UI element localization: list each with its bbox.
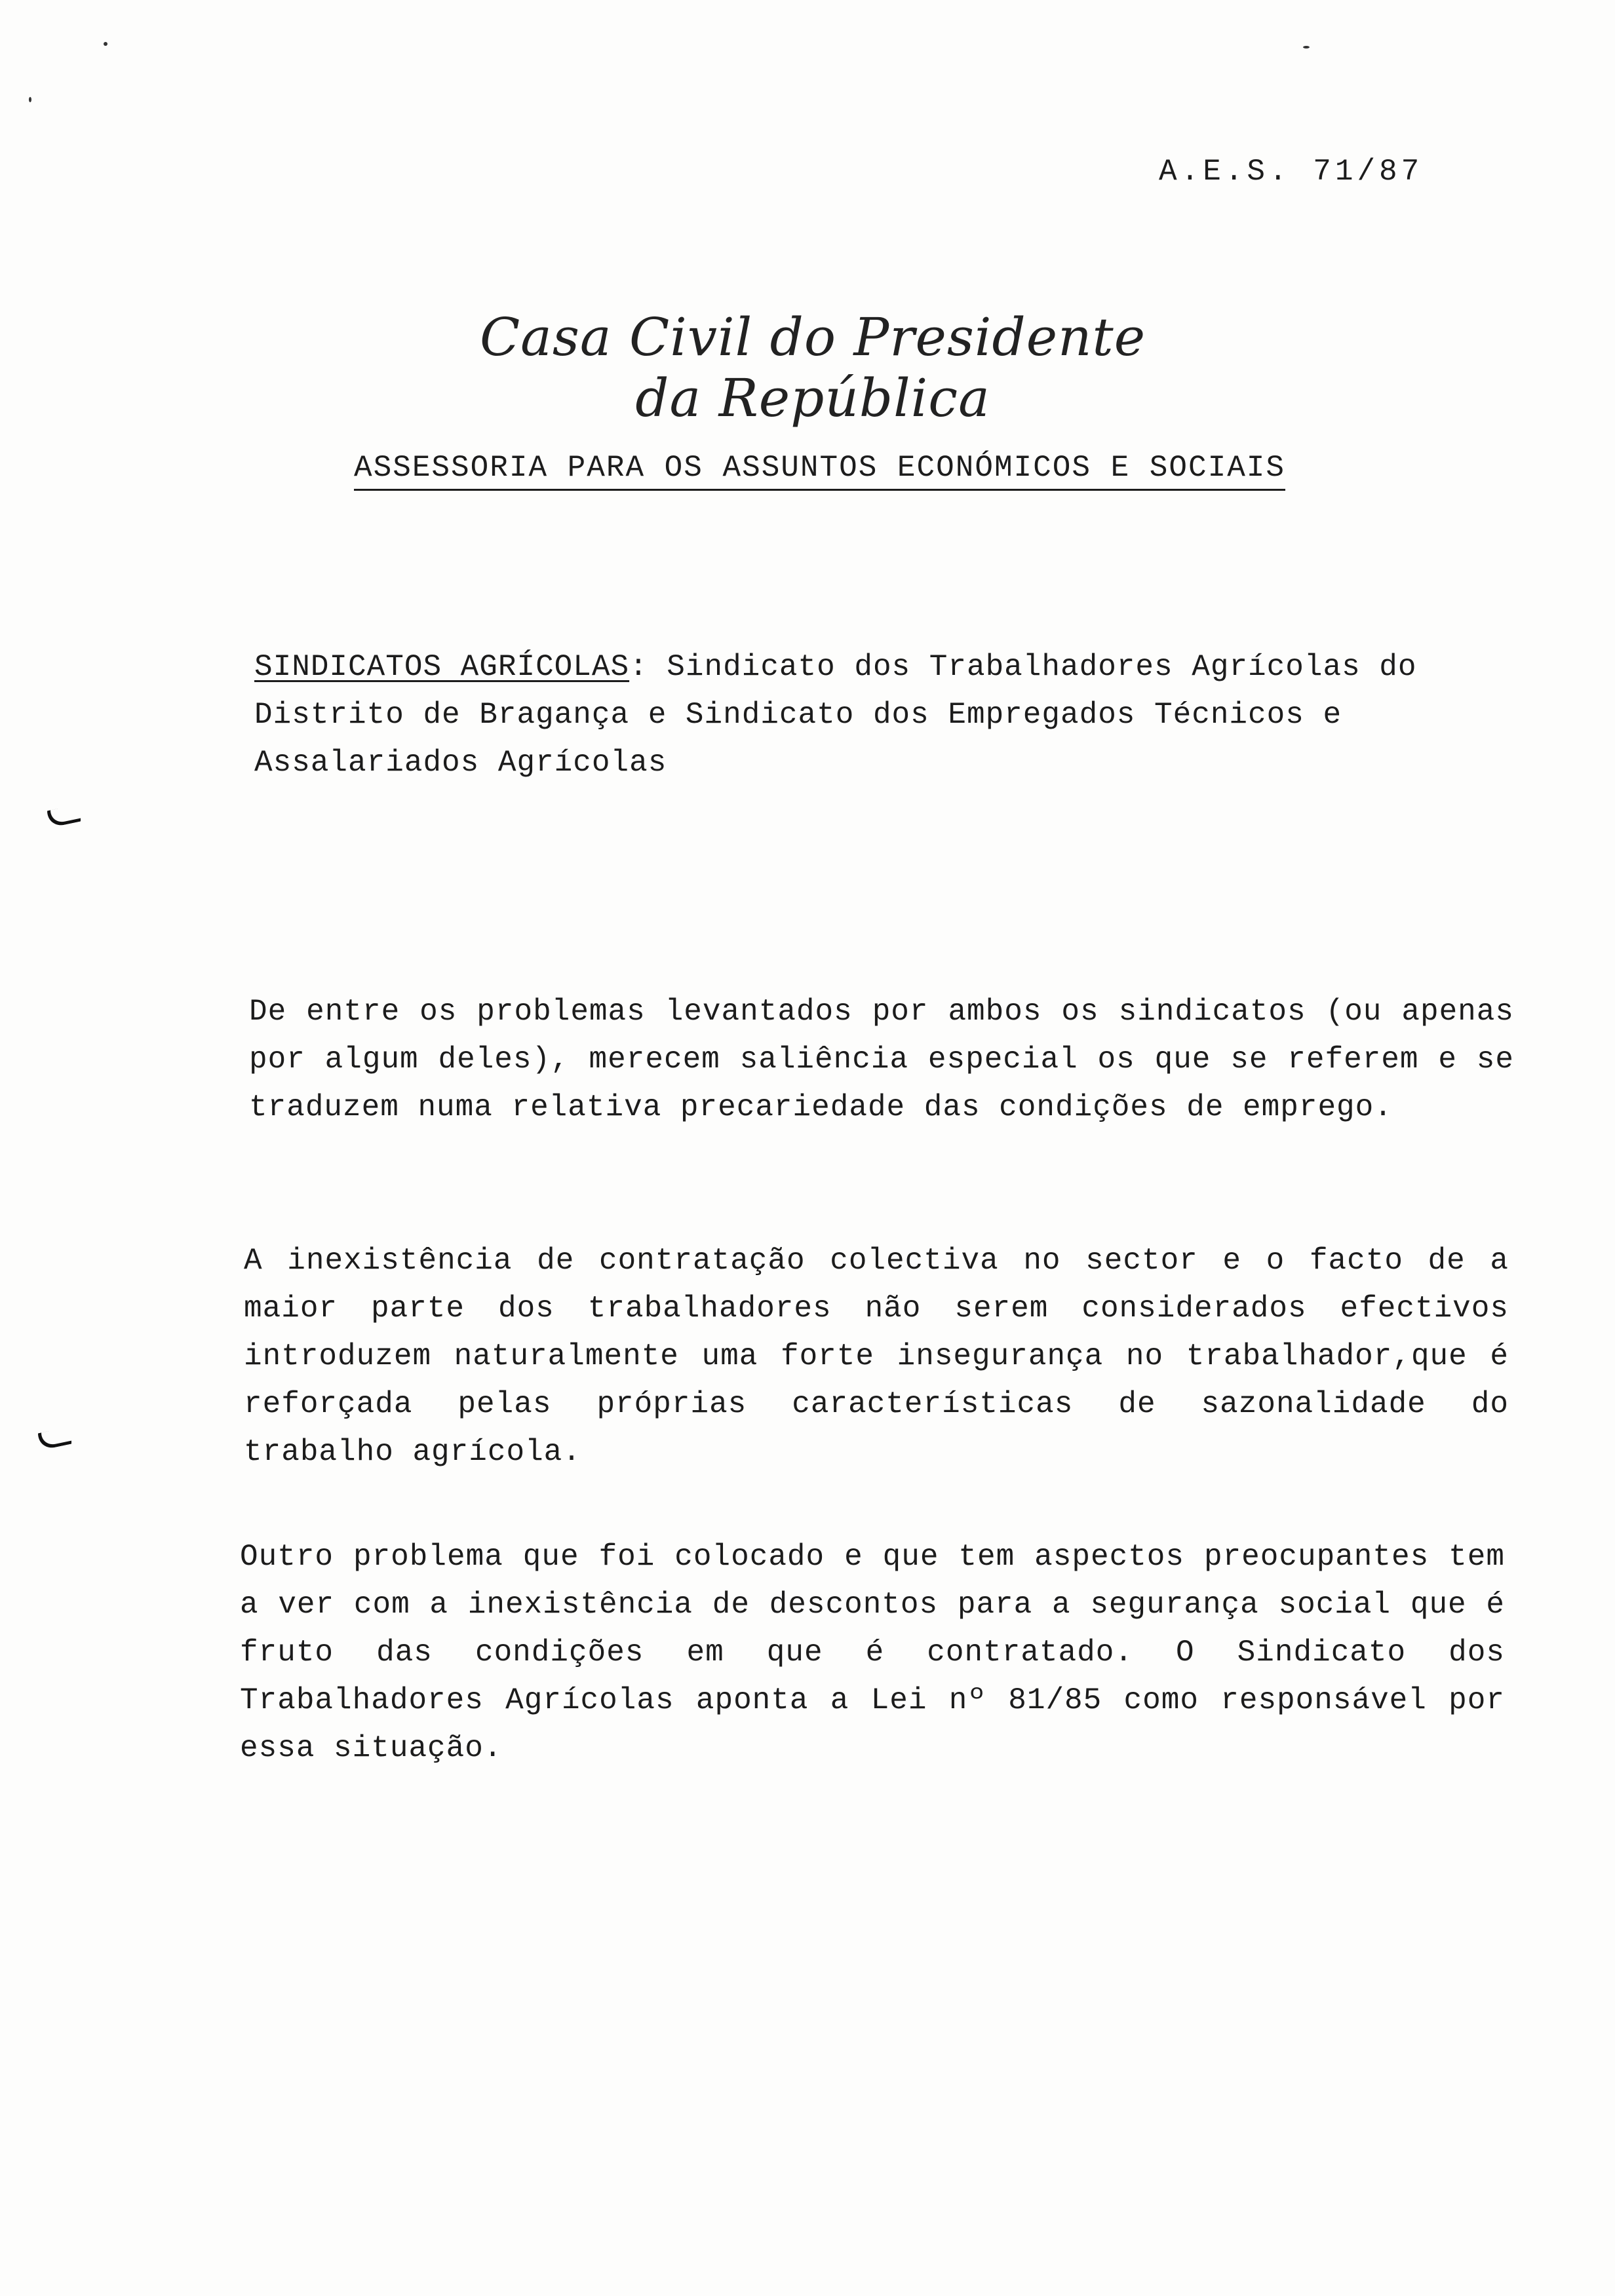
- document-reference: A.E.S. 71/87: [1159, 155, 1424, 189]
- subject-text: : Sindicato dos Trabalhadores Agrícolas do Distrito de Bragança e Sindicato dos Empregados Técnicos e Assalariados Agrícolas: [254, 650, 1417, 780]
- scan-speck: [1303, 46, 1310, 48]
- department-heading: ASSESSORIA PARA OS ASSUNTOS ECONÓMICOS E SOCIAIS: [354, 451, 1285, 491]
- body-paragraph: De entre os problemas levantados por ambos os sindicatos (ou apenas por algum deles), merecem saliência especial os que se referem e se traduzem numa relativa precariedade das condições de emprego.: [249, 995, 1514, 1124]
- scan-speck: [29, 97, 31, 102]
- body-paragraph: A inexistência de contratação colectiva no sector e o facto de a maior parte dos trabalhadores não serem considerados efectivos introduzem naturalmente uma forte insegurança no trabalhador,que é reforçada pelas próprias características de sazonalidade do trabalho agrícola.: [244, 1244, 1509, 1469]
- margin-mark: [47, 804, 81, 829]
- subject-line: [254, 643, 1500, 787]
- margin-mark: [38, 1426, 71, 1451]
- subject-label: SINDICATOS AGRÍCOLAS: [254, 650, 630, 684]
- scan-speck: [104, 42, 107, 46]
- letterhead: Casa Civil do Presidente da República: [479, 307, 1146, 429]
- body-paragraph: Outro problema que foi colocado e que tem aspectos preocupantes tem a ver com a inexistência de descontos para a segurança social que é fruto das condições em que é contratado. O Sindicato dos Trabalhadores Agrícolas aponta a Lei nº 81/85 como responsável por essa situação.: [240, 1540, 1505, 1765]
